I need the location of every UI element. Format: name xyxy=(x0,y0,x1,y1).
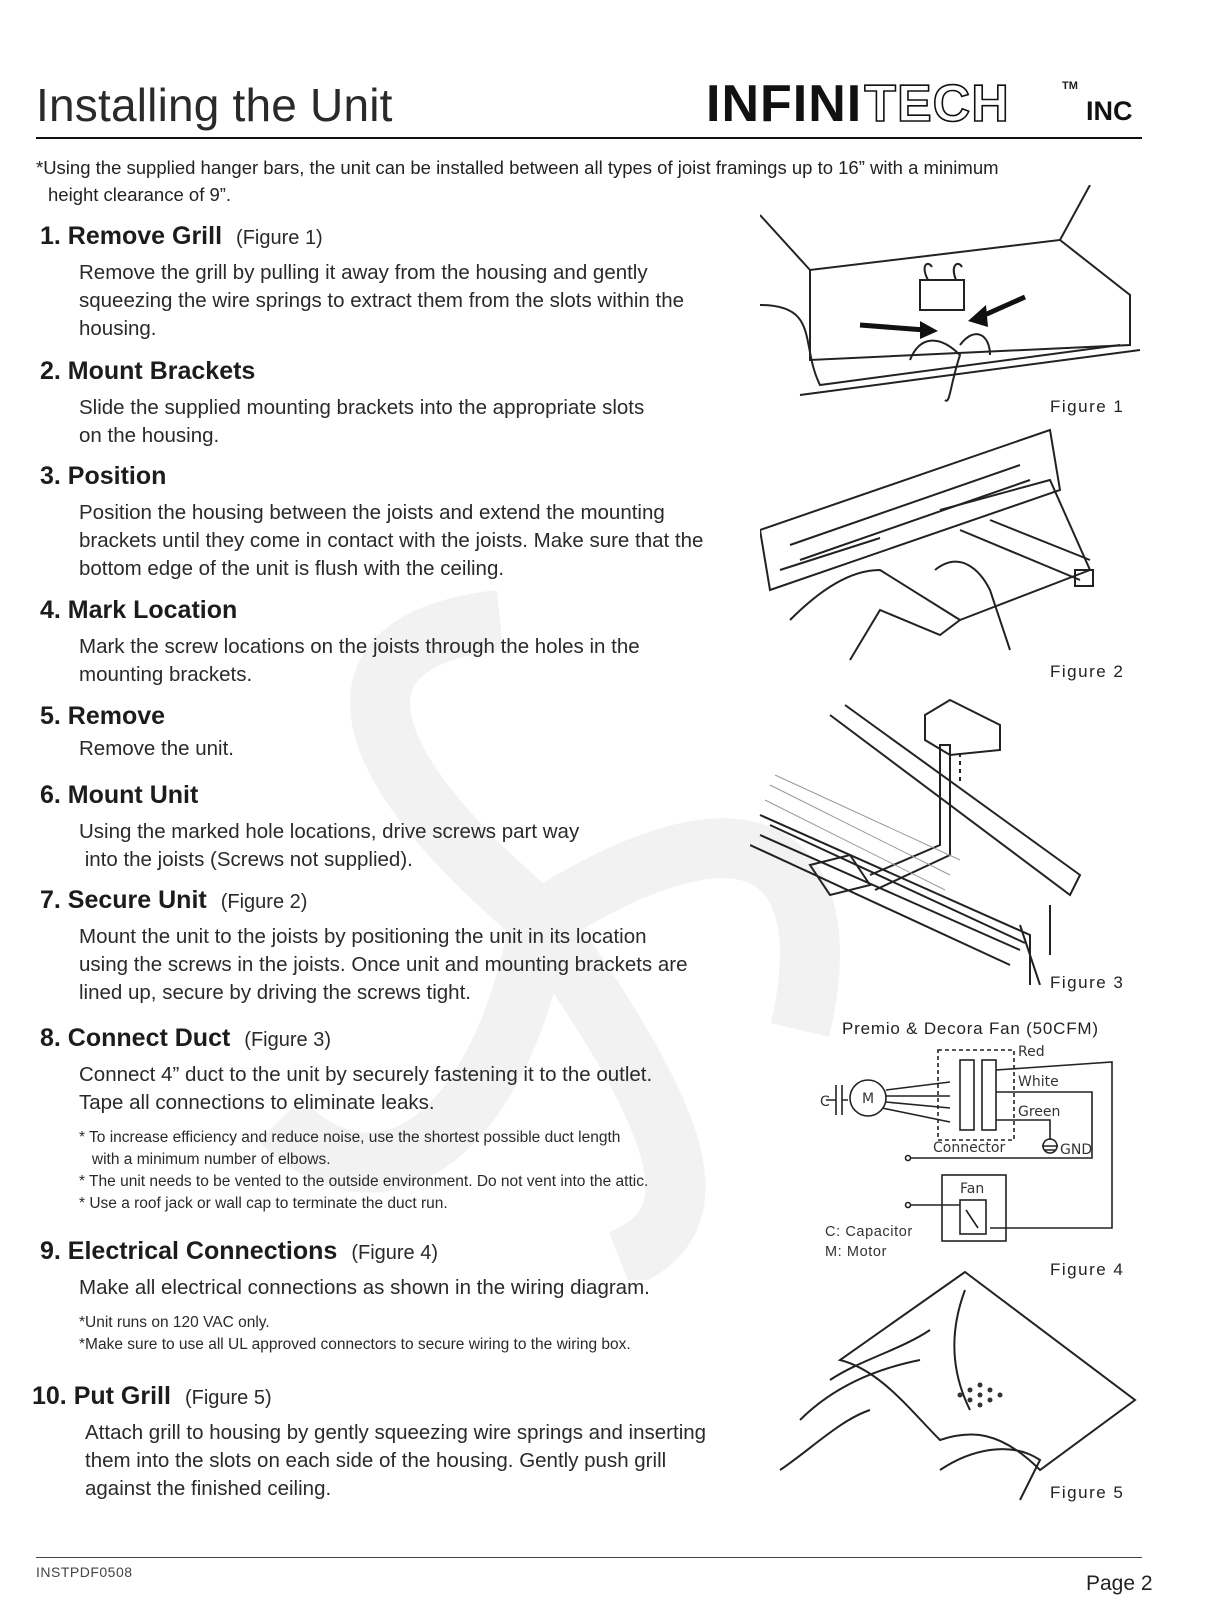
step-text xyxy=(79,923,740,1007)
page-number: Page 2 xyxy=(1086,1572,1153,1595)
legend-motor: M: Motor xyxy=(825,1244,887,1260)
wire-green-label: Green xyxy=(1018,1104,1061,1120)
step-line: on the housing. xyxy=(79,424,220,447)
step-heading xyxy=(40,1024,740,1053)
step-text xyxy=(79,818,740,874)
figure-2-caption: Figure 2 xyxy=(1050,662,1125,681)
figure-4-caption: Figure 4 xyxy=(1050,1260,1125,1279)
step-heading xyxy=(32,1382,732,1411)
motor-letter: M xyxy=(862,1091,875,1107)
step-title: 10. Put Grill xyxy=(32,1382,171,1410)
step-7 xyxy=(40,886,740,1007)
step-line: lined up, secure by driving the screws tight. xyxy=(79,981,471,1004)
wiring-title: Premio & Decora Fan (50CFM) xyxy=(842,1019,1099,1038)
step-line: Attach grill to housing by gently squeezing wire springs and inserting xyxy=(85,1421,707,1444)
step-5 xyxy=(40,702,740,763)
note-line: * Use a roof jack or wall cap to terminate the duct run. xyxy=(79,1195,448,1212)
document-code: INSTPDF0508 xyxy=(36,1564,133,1580)
step-line: squeezing the wire springs to extract them from the slots within the xyxy=(79,289,685,312)
step-title: 1. Remove Grill xyxy=(40,222,223,250)
step-line: into the joists (Screws not supplied). xyxy=(79,848,413,871)
step-line: mounting brackets. xyxy=(79,663,253,686)
step-line: Position the housing between the joists and extend the mounting xyxy=(79,501,665,524)
legend-capacitor: C: Capacitor xyxy=(825,1224,913,1240)
footer-rule xyxy=(36,1557,1142,1558)
step-heading xyxy=(40,702,740,731)
step-line: Remove the unit. xyxy=(79,737,234,760)
step-title: 5. Remove xyxy=(40,702,166,730)
note-line: *Unit runs on 120 VAC only. xyxy=(79,1314,270,1331)
step-4 xyxy=(40,596,740,689)
step-title: 7. Secure Unit xyxy=(40,886,207,914)
figure-reference: (Figure 4) xyxy=(351,1242,439,1264)
step-line: Make all electrical connections as shown in the wiring diagram. xyxy=(79,1276,650,1299)
figure-3-caption: Figure 3 xyxy=(1050,973,1125,992)
step-notes xyxy=(79,1127,740,1215)
brand-inc: INC xyxy=(1086,96,1133,126)
note-line: with a minimum number of elbows. xyxy=(79,1151,331,1168)
step-text xyxy=(79,394,740,450)
figure-1-caption: Figure 1 xyxy=(1050,397,1125,416)
step-9 xyxy=(40,1237,740,1356)
ground-label: GND xyxy=(1060,1142,1093,1158)
note-line: * To increase efficiency and reduce noise, use the shortest possible duct length xyxy=(79,1129,621,1146)
wiring-legend xyxy=(825,1222,913,1262)
step-title: 2. Mount Brackets xyxy=(40,357,256,385)
intro-line: height clearance of 9”. xyxy=(48,184,232,205)
step-line: Connect 4” duct to the unit by securely fastening it to the outlet. xyxy=(79,1063,653,1086)
figure-reference: (Figure 3) xyxy=(244,1029,331,1051)
capacitor-letter: C xyxy=(820,1094,830,1110)
step-line: Mount the unit to the joists by positioning the unit in its location xyxy=(79,925,647,948)
step-line: Remove the grill by pulling it away from the housing and gently xyxy=(79,261,648,284)
figure-3-illustration xyxy=(750,685,1140,985)
step-line: brackets until they come in contact with the joists. Make sure that the xyxy=(79,529,704,552)
step-line: using the screws in the joists. Once unit and mounting brackets are xyxy=(79,953,688,976)
connector-box xyxy=(938,1050,1014,1140)
note-line: *Make sure to use all UL approved connectors to secure wiring to the wiring box. xyxy=(79,1336,631,1353)
step-text xyxy=(79,1061,740,1117)
brand-logo-bold: INFINI xyxy=(706,75,863,133)
step-heading xyxy=(40,596,740,625)
step-text xyxy=(85,1419,732,1503)
step-title: 3. Position xyxy=(40,462,167,490)
figure-reference: (Figure 5) xyxy=(184,1387,272,1409)
step-line: against the finished ceiling. xyxy=(85,1477,332,1500)
step-notes xyxy=(79,1312,740,1356)
step-text xyxy=(79,1274,740,1302)
wire-red-label: Red xyxy=(1018,1044,1045,1060)
step-text xyxy=(79,259,740,343)
step-3 xyxy=(40,462,740,583)
page-title: Installing the Unit xyxy=(36,79,393,131)
step-line: Tape all connections to eliminate leaks. xyxy=(79,1091,435,1114)
step-line: housing. xyxy=(79,317,157,340)
figure-5-illustration xyxy=(770,1270,1140,1510)
brand-logo xyxy=(706,74,1133,134)
step-text xyxy=(79,735,740,763)
step-line: them into the slots on each side of the housing. Gently push grill xyxy=(85,1449,667,1472)
figure-reference: (Figure 1) xyxy=(236,227,323,249)
step-heading xyxy=(40,886,740,915)
fan-label: Fan xyxy=(960,1181,985,1197)
step-6 xyxy=(40,781,740,874)
step-text xyxy=(79,499,740,583)
step-heading xyxy=(40,357,740,386)
note-line: * The unit needs to be vented to the outside environment. Do not vent into the attic. xyxy=(79,1173,649,1190)
brand-logo-outline: TECH xyxy=(864,75,1010,133)
header-rule xyxy=(36,137,1142,139)
step-title: 4. Mark Location xyxy=(40,596,238,624)
figure-reference: (Figure 2) xyxy=(220,891,308,913)
step-2 xyxy=(40,357,740,450)
step-heading xyxy=(40,781,740,810)
step-8 xyxy=(40,1024,740,1215)
step-title: 6. Mount Unit xyxy=(40,781,199,809)
step-line: Mark the screw locations on the joists through the holes in the xyxy=(79,635,640,658)
step-line: Using the marked hole locations, drive screws part way xyxy=(79,820,580,843)
step-line: bottom edge of the unit is flush with the ceiling. xyxy=(79,557,505,580)
figure-1-illustration xyxy=(760,185,1150,415)
connector-label: Connector xyxy=(933,1140,1006,1156)
step-text xyxy=(79,633,740,689)
wire-white-label: White xyxy=(1018,1074,1059,1090)
step-heading xyxy=(40,462,740,491)
brand-trademark: TM xyxy=(1062,80,1078,92)
step-title: 9. Electrical Connections xyxy=(40,1237,338,1265)
figure-2-illustration xyxy=(760,420,1150,670)
figure-5-caption: Figure 5 xyxy=(1050,1483,1125,1502)
step-heading xyxy=(40,1237,740,1266)
step-10 xyxy=(32,1382,732,1503)
intro-line: *Using the supplied hanger bars, the unit can be installed between all types of joist framings up to 16” with a minimum xyxy=(36,157,999,178)
step-heading xyxy=(40,222,740,251)
step-title: 8. Connect Duct xyxy=(40,1024,231,1052)
step-1 xyxy=(40,222,740,343)
step-line: Slide the supplied mounting brackets into the appropriate slots xyxy=(79,396,645,419)
